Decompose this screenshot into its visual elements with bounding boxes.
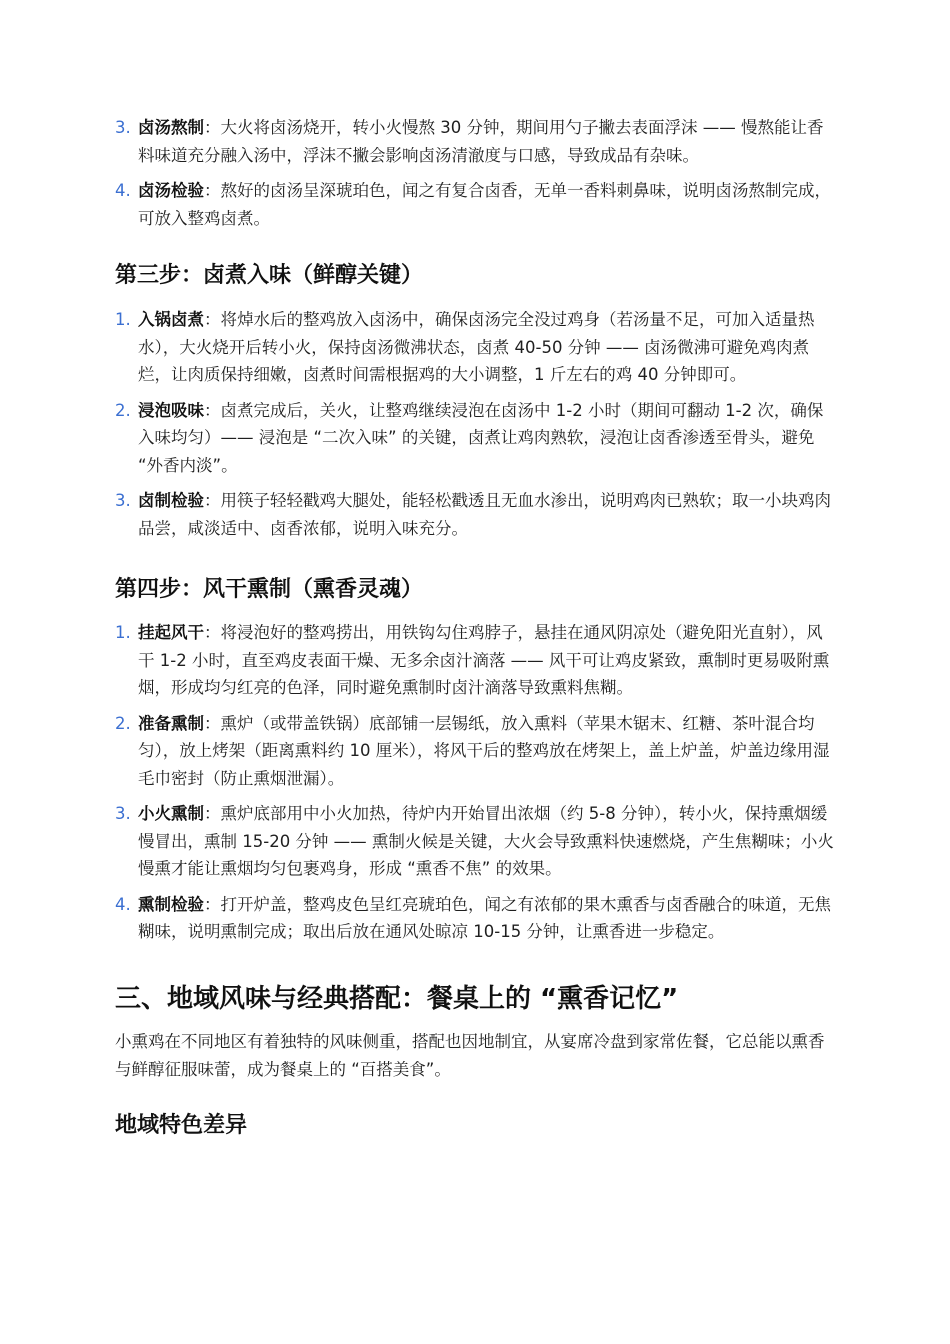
list-number: 3. — [115, 491, 131, 510]
list-item — [0, 619, 950, 702]
list-number: 2. — [115, 713, 131, 733]
item-text: ：将浸泡好的整鸡捞出，用铁钩勾住鸡脖子，悬挂在通风阴凉处（避免阳光直射），风干 1-2 小时，直至鸡皮表面干燥、无多余卤汁滴落 —— 风干可让鸡皮紧致，熏制时更易吸附熏烟，形成均匀红亮的色泽，同时避免熏制时卤汁滴落导致熏料焦糊。 — [138, 623, 830, 697]
item-term: 准备熏制 — [138, 713, 204, 733]
item-text: ：大火将卤汤烧开，转小火慢熬 30 分钟，期间用勺子撇去表面浮沫 —— 慢熬能让香料味道充分融入汤中，浮沫不撇会影响卤汤清澈度与口感，导致成品有杂味。 — [138, 118, 824, 165]
list-item — [0, 487, 950, 542]
regional-differences-heading: 地域特色差异 — [115, 1113, 248, 1138]
item-term: 熏制检验 — [138, 894, 204, 914]
item-term: 挂起风干 — [138, 623, 204, 642]
item-text: ：打开炉盖，整鸡皮色呈红亮琥珀色，闻之有浓郁的果木熏香与卤香融合的味道，无焦糊味，说明熏制完成；取出后放在通风处晾凉 10-15 分钟，让熏香进一步稳定。 — [138, 894, 831, 941]
item-text: ：熏炉底部用中小火加热，待炉内开始冒出浓烟（约 5-8 分钟），转小火，保持熏烟缓慢冒出，熏制 15-20 分钟 —— 熏制火候是关键，大火会导致熏料快速燃烧，产生焦糊味；小火慢熏才能让熏烟均匀包裹鸡身，形成 “熏香不焦” 的效果。 — [138, 804, 834, 878]
step3-heading: 第三步：卤煮入味（鲜醇关键） — [115, 263, 424, 288]
list-number: 2. — [115, 400, 131, 420]
section3-intro: 小熏鸡在不同地区有着独特的风味侧重，搭配也因地制宜，从宴席冷盘到家常佐餐，它总能以熏香与鲜醇征服味蕾，成为餐桌上的 “百搭美食”。 — [115, 1032, 825, 1079]
list-number: 3. — [115, 804, 131, 823]
list-item — [0, 397, 950, 480]
list-item — [0, 306, 950, 389]
item-term: 卤汤熬制 — [138, 118, 204, 137]
item-text: ：将焯水后的整鸡放入卤汤中，确保卤汤完全没过鸡身（若汤量不足，可加入适量热水），大火烧开后转小火，保持卤汤微沸状态，卤煮 40-50 分钟 —— 卤汤微沸可避免鸡肉煮烂，让肉质保持细嫩，卤煮时间需根据鸡的大小调整，1 斤左右的鸡 40 分钟即可。 — [138, 310, 815, 384]
list-number: 3. — [115, 118, 131, 137]
section3-heading: 三、地域风味与经典搭配：餐桌上的 “熏香记忆” — [115, 984, 679, 1014]
item-text: ：卤煮完成后，关火，让整鸡继续浸泡在卤汤中 1-2 小时（期间可翻动 1-2 次，确保入味均匀）—— 浸泡是 “二次入味” 的关键，卤煮让鸡肉熟软，浸泡让卤香渗透至骨头，避免 “外香内淡”。 — [138, 400, 824, 475]
item-term: 入锅卤煮 — [138, 310, 204, 329]
list-number: 1. — [115, 310, 131, 329]
list-item — [0, 891, 950, 946]
list-number: 4. — [115, 181, 131, 200]
item-term: 卤汤检验 — [138, 181, 204, 200]
list-number: 1. — [115, 623, 131, 642]
list-item — [0, 114, 950, 169]
step4-heading: 第四步：风干熏制（熏香灵魂） — [115, 577, 424, 602]
list-number: 4. — [115, 894, 131, 914]
list-item — [0, 710, 950, 793]
item-text: ：用筷子轻轻戳鸡大腿处，能轻松戳透且无血水渗出，说明鸡肉已熟软；取一小块鸡肉品尝，咸淡适中、卤香浓郁，说明入味充分。 — [138, 491, 831, 538]
step3-list — [0, 306, 950, 542]
item-text: ：熏炉（或带盖铁锅）底部铺一层锡纸，放入熏料（苹果木锯末、红糖、茶叶混合均匀），放上烤架（距离熏料约 10 厘米），将风干后的整鸡放在烤架上，盖上炉盖，炉盖边缘用湿毛巾密封（防止熏烟泄漏）。 — [138, 713, 830, 788]
broth-steps-list — [0, 114, 950, 232]
list-item — [0, 177, 950, 232]
item-text: ：熬好的卤汤呈深琥珀色，闻之有复合卤香，无单一香料刺鼻味，说明卤汤熬制完成，可放入整鸡卤煮。 — [138, 181, 831, 228]
item-term: 小火熏制 — [138, 804, 204, 823]
list-item — [0, 800, 950, 883]
item-term: 浸泡吸味 — [138, 400, 204, 420]
step4-list — [0, 619, 950, 946]
item-term: 卤制检验 — [138, 491, 204, 510]
